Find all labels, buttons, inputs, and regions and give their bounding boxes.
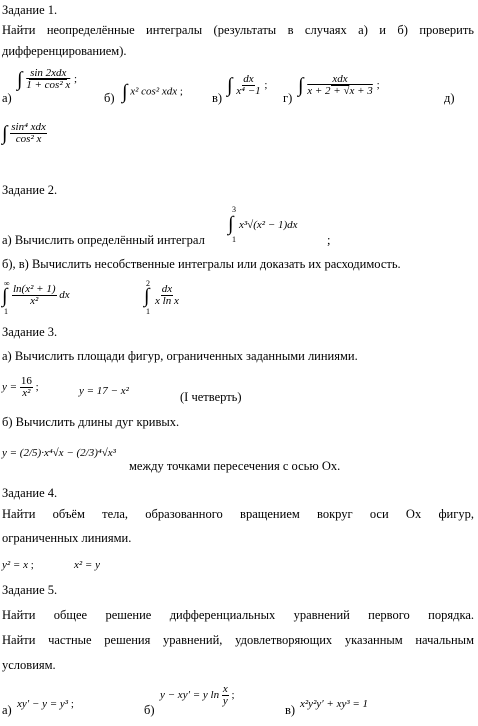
task1-d-integral: [2, 122, 47, 145]
task3-a-text: а) Вычислить площади фигур, ограниченных заданными линиями.: [2, 349, 358, 363]
task2-b-text: б), в) Вычислить несобственные интегралы или доказать их расходимость.: [2, 257, 401, 271]
task1-g-denominator: x + 2 + √x + 3: [307, 85, 373, 97]
integral-sign-icon: ∫: [298, 74, 304, 97]
task2-b-lower-limit: 1: [4, 307, 8, 316]
task5-b-numerator: x: [222, 683, 228, 695]
task4-heading: Задание 4.: [2, 486, 58, 500]
task2-b-denominator: x²: [30, 295, 39, 307]
task5-b-denominator: y: [222, 695, 228, 707]
task5-text-line1: Найти общее решение дифференциальных уравнений первого порядка.: [2, 608, 474, 622]
task1-a-label: а): [2, 91, 12, 105]
task1-g-label: г): [283, 91, 293, 105]
task3-eq2: y = 17 − x²: [79, 385, 129, 397]
task1-d-numerator: sin⁴ xdx: [11, 121, 46, 133]
task5-v-expression: x²y²y′ + xy³ = 1: [300, 698, 369, 710]
task5-text-line3: условиям.: [2, 658, 56, 672]
task5-a-expression: xy′ − y = y³: [17, 698, 69, 710]
task1-d-label: д): [444, 91, 455, 105]
task4-eq1-expression: y² = x: [2, 559, 28, 571]
task1-b-label: б): [104, 91, 115, 105]
task5-v-label: в): [285, 703, 296, 717]
task3-eq1-denominator: x²: [22, 387, 31, 399]
task5-b-label: б): [144, 703, 155, 717]
task2-c-upper-limit: 2: [146, 279, 150, 288]
task2-a-upper-limit: 3: [232, 205, 236, 214]
task2-a-semicolon: ;: [327, 233, 331, 247]
task3-eq1-lhs: y =: [2, 381, 18, 394]
task5-b-expression: y − xy′ = y ln: [160, 689, 220, 702]
integral-sign-icon: ∫: [227, 74, 233, 97]
task1-text-line2: дифференцированием).: [2, 44, 127, 58]
task3-heading: Задание 3.: [2, 325, 58, 339]
task3-b-text: б) Вычислить длины дуг кривых.: [2, 415, 180, 429]
task2-c-numerator: dx: [161, 283, 173, 295]
task1-a-numerator: sin 2xdx: [30, 67, 67, 79]
task4-eq2: x² = y: [74, 559, 100, 571]
integral-sign-icon: ∫: [228, 213, 234, 235]
task2-c-lower-limit: 1: [146, 307, 150, 316]
task5-a-equation: xy′ − y = y³ ;: [17, 698, 74, 710]
task4-text-line1: Найти объём тела, образованного вращением вокруг оси Ox фигур,: [2, 507, 474, 521]
task3-quarter: (I четверть): [180, 390, 242, 404]
task5-heading: Задание 5.: [2, 583, 58, 597]
integral-sign-icon: ∫: [17, 68, 23, 91]
task2-b-numerator: ln(x² + 1): [13, 283, 56, 295]
task5-text-line2: Найти частные решения уравнений, удовлетворяющих указанным начальным: [2, 633, 474, 647]
task2-a-text: а) Вычислить определённый интеграл: [2, 233, 205, 247]
task1-b-integral: ∫ x² cos² xdx ;: [122, 81, 183, 103]
integral-sign-icon: ∫: [2, 285, 8, 307]
integral-sign-icon: ∫: [144, 285, 150, 307]
task2-a-lower-limit: 1: [232, 235, 236, 244]
task2-a-expression: x³√(x² − 1)dx: [239, 219, 298, 231]
task1-v-denominator: x⁴ −1: [236, 85, 261, 97]
integral-sign-icon: ∫: [2, 122, 8, 145]
task1-v-integral: ∫ $\frac{dx}{\text{x⁴ −1}}$ ;: [227, 73, 268, 97]
task5-b-equation: y − xy′ = y ln $\frac{x}{y}$ ;: [160, 683, 235, 707]
task3-eq1: y = $\frac{16}{\text{x²}}$ ;: [2, 375, 39, 399]
task3-between: между точками пересечения с осью Ox.: [129, 459, 341, 473]
task2-b-upper-limit: ∞: [4, 279, 10, 288]
task1-g-integral: ∫ $\frac{\text{xdx}}{x + 2 + √x + 3}$ ;: [298, 73, 380, 97]
task2-b-dx: dx: [59, 289, 70, 302]
task2-c-denominator: x ln x: [155, 295, 179, 307]
task3-eq1-numerator: 16: [20, 375, 32, 387]
task5-a-label: а): [2, 703, 12, 717]
task4-text-line2: ограниченных линиями.: [2, 531, 132, 545]
task3-curve: y = (2/5)·x⁴√x − (2/3)⁴√x³: [2, 447, 116, 459]
integral-sign-icon: ∫: [122, 81, 128, 103]
task1-text-line1: Найти неопределённые интегралы (результаты в случаях а) и б) проверить: [2, 23, 474, 37]
task1-a-integral: ∫ $\frac{\text{sin 2xdx}}{\text{1 + cos² x}}$ ;: [17, 67, 78, 91]
task1-a-denominator: 1 + cos² x: [26, 79, 71, 91]
task1-b-expression: x² cos² xdx: [130, 85, 178, 98]
task1-v-numerator: dx: [243, 73, 254, 85]
task2-heading: Задание 2.: [2, 183, 58, 197]
task1-heading: Задание 1.: [2, 3, 58, 17]
task1-d-denominator: cos² x: [15, 133, 42, 145]
task1-g-numerator: xdx: [332, 73, 348, 85]
task1-v-label: в): [212, 91, 223, 105]
task4-eq1: y² = x ;: [2, 559, 34, 571]
